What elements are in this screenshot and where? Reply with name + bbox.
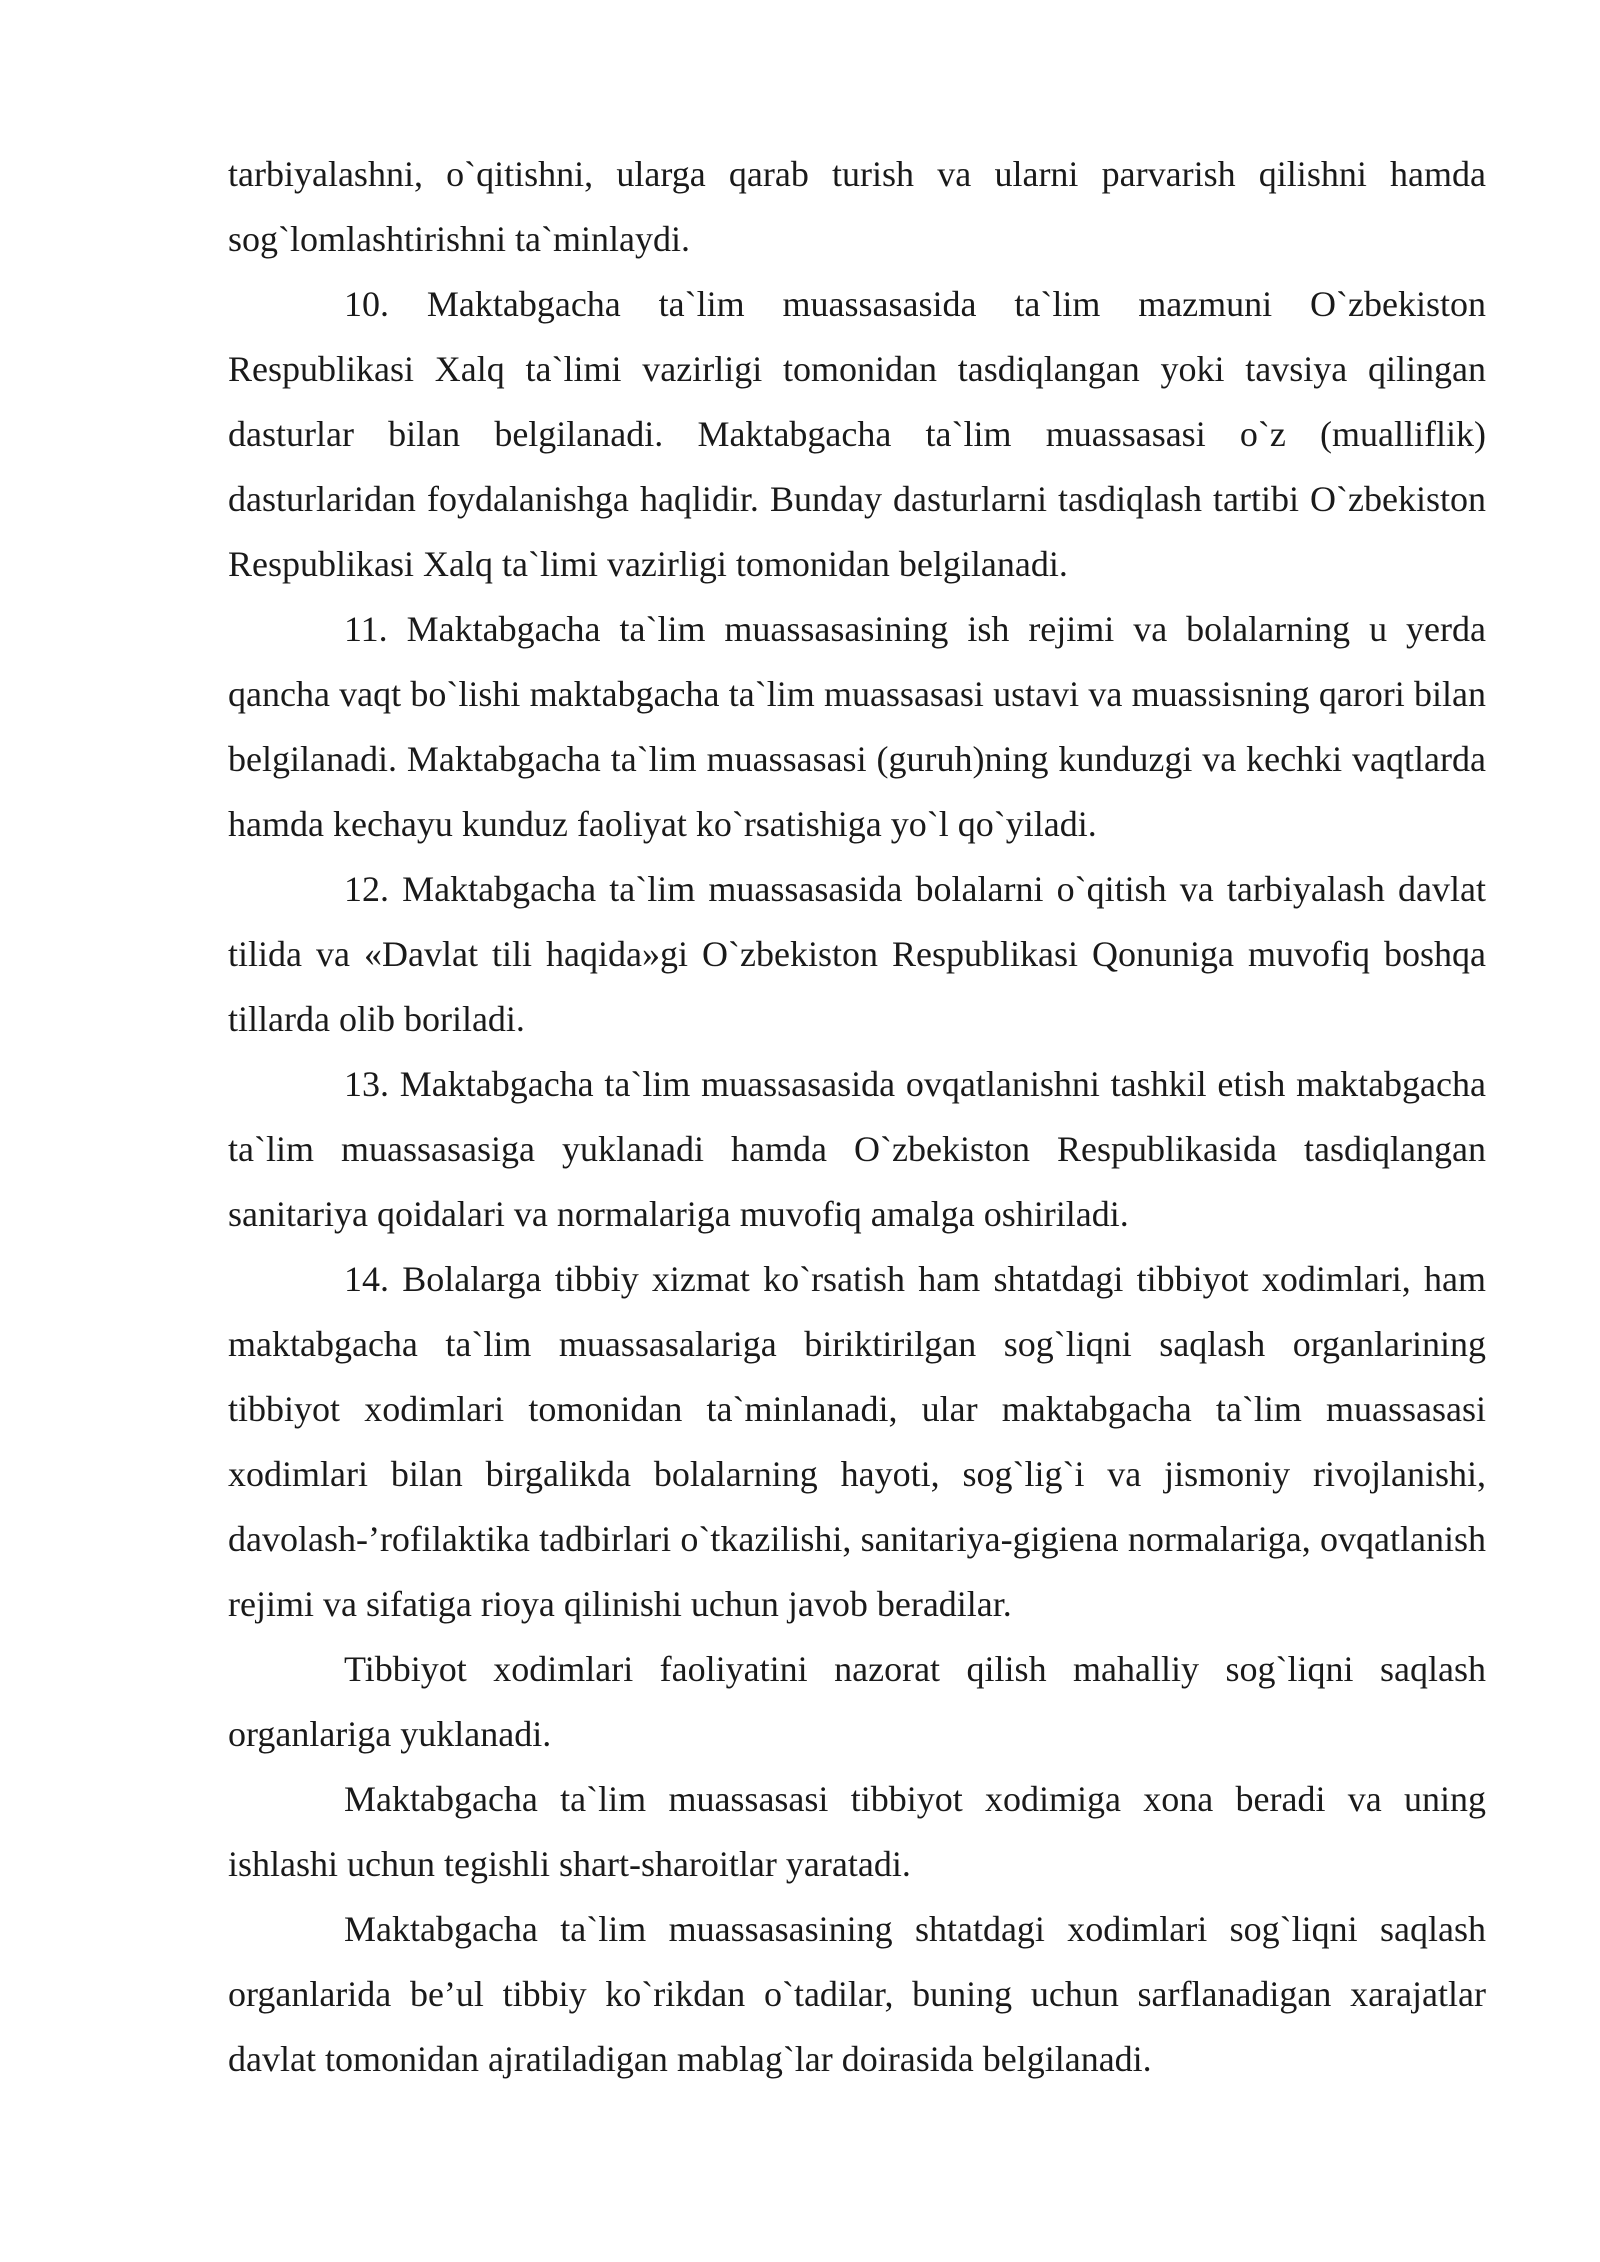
document-body — [228, 142, 1486, 2092]
paragraph-item-14: 14. Bolalarga tibbiy xizmat ko`rsatish ham shtatdagi tibbiyot xodimlari, ham maktabgacha ta`lim muassasalariga biriktirilgan sog`liqni saqlash organlarining tibbiyot xodimlari tomonidan ta`minlanadi, ular maktabgacha ta`lim muassasasi xodimlari bilan birgalikda bolalarning hayoti, sog`lig`i va jismoniy rivojlanishi, davolash-’rofilaktika tadbirlari o`tkazilishi, sanitariya-gigiena normalariga, ovqatlanish rejimi va sifatiga rioya qilinishi uchun javob beradilar. — [228, 1259, 1486, 1624]
paragraph-item-11: 11. Maktabgacha ta`lim muassasasining ish rejimi va bolalarning u yerda qancha vaqt bo`lishi maktabgacha ta`lim muassasasi ustavi va muassisning qarori bilan belgilanadi. Maktabgacha ta`lim muassasasi (guruh)ning kunduzgi va kechki vaqtlarda hamda kechayu kunduz faoliyat ko`rsatishiga yo`l qo`yiladi. — [228, 609, 1486, 844]
paragraph-medical-checkup: Maktabgacha ta`lim muassasasining shtatdagi xodimlari sog`liqni saqlash organlarida be’ul tibbiy ko`rikdan o`tadilar, buning uchun sarflanadigan xarajatlar davlat tomonidan ajratiladigan mablag`lar doirasida belgilanadi. — [228, 1909, 1486, 2079]
paragraph-continuation: tarbiyalashni, o`qitishni, ularga qarab turish va ularni parvarish qilishni hamda sog`lomlashtirishni ta`minlaydi. — [228, 154, 1486, 259]
paragraph-item-13: 13. Maktabgacha ta`lim muassasasida ovqatlanishni tashkil etish maktabgacha ta`lim muassasasiga yuklanadi hamda O`zbekiston Respublikasida tasdiqlangan sanitariya qoidalari va normalariga muvofiq amalga oshiriladi. — [228, 1064, 1486, 1234]
paragraph-medical-oversight: Tibbiyot xodimlari faoliyatini nazorat qilish mahalliy sog`liqni saqlash organlariga yuklanadi. — [228, 1649, 1486, 1754]
paragraph-medical-room: Maktabgacha ta`lim muassasasi tibbiyot xodimiga xona beradi va uning ishlashi uchun tegishli shart-sharoitlar yaratadi. — [228, 1779, 1486, 1884]
paragraph-item-10: 10. Maktabgacha ta`lim muassasasida ta`lim mazmuni O`zbekiston Respublikasi Xalq ta`limi vazirligi tomonidan tasdiqlangan yoki tavsiya qilingan dasturlar bilan belgilanadi. Maktabgacha ta`lim muassasasi o`z (mualliflik) dasturlaridan foydalanishga haqlidir. Bunday dasturlarni tasdiqlash tartibi O`zbekiston Respublikasi Xalq ta`limi vazirligi tomonidan belgilanadi. — [228, 284, 1486, 584]
paragraph-item-12: 12. Maktabgacha ta`lim muassasasida bolalarni o`qitish va tarbiyalash davlat tilida va «Davlat tili haqida»gi O`zbekiston Respublikasi Qonuniga muvofiq boshqa tillarda olib boriladi. — [228, 869, 1486, 1039]
